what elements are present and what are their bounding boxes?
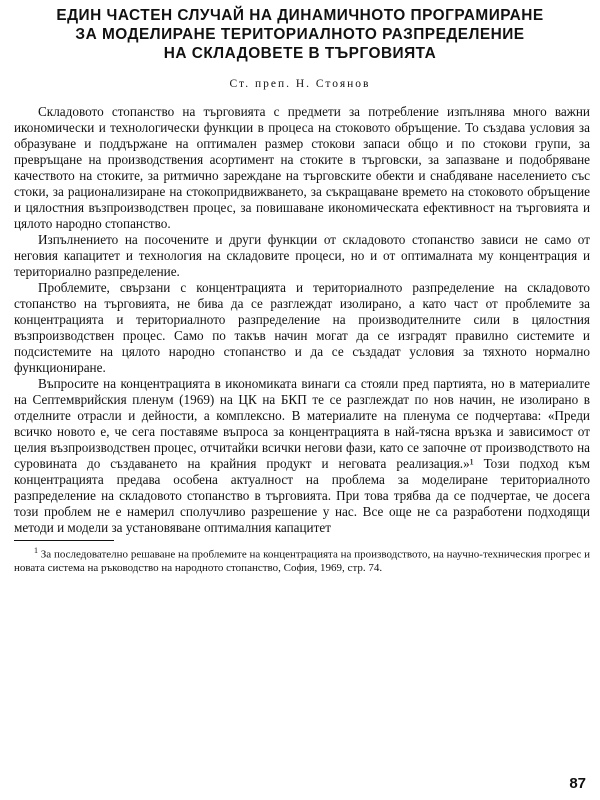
footnote-divider xyxy=(14,540,114,541)
article-title xyxy=(8,6,592,63)
footnote-marker: 1 xyxy=(34,546,38,555)
title-line: НА СКЛАДОВЕТЕ В ТЪРГОВИЯТА xyxy=(163,45,437,62)
body-paragraph: Изпълнението на посочените и други функции от складовото стопанство зависи не само от неговия капацитет и технология на складовите процеси, но и от оптималната му концентрация и териториално разпределение. xyxy=(14,232,590,279)
author-byline: Ст. преп. Н. Стоянов xyxy=(229,78,371,90)
footnote-text: За последователно решаване на проблемите на концентрацията на производството, на научно-техническия прогрес и новата система на ръководство на народното стопанство, София, 1969, стр. 74. xyxy=(14,548,591,574)
title-line: ЕДИН ЧАСТЕН СЛУЧАЙ НА ДИНАМИЧНОТО ПРОГРАМИРАНЕ xyxy=(56,7,544,24)
body-paragraph: Складовото стопанство на търговията с предмети за потребление изпълнява много важни икономически и технологически функции в процеса на стоковото обръщение. То създава условия за образуване и поддържане на оптимален размер стокови запаси общо и по стокови групи, за превръщане на производствения асортимент на стоките в търговски, за запазване и подобряване качеството на стоките, за ритмично зареждане на търговските обекти и снабдяване населението със стоки, за рационализиране на стокопридвижването, за съкращаване времето на стоковото обръщение и цялостния възпроизводствен процес, за повишаване икономическата ефективност на търговията и цялото народно стопанство. xyxy=(14,104,590,231)
page-number: 87 xyxy=(569,775,586,792)
title-line: ЗА МОДЕЛИРАНЕ ТЕРИТОРИАЛНОТО РАЗПРЕДЕЛЕНИЕ xyxy=(75,26,525,43)
footnote xyxy=(14,544,590,575)
body-paragraph: Въпросите на концентрацията в икономиката винаги са стояли пред партията, но в материалите на Септемврийския пленум (1969) на ЦК на БКП те се разглеждат по нов начин, не изолирано в отделните отрасли и дейности, а комплексно. В материалите на пленума се подчертава: «Преди всичко новото е, че сега поставяме въпроса за концентрацията в най-тясна връзка и зависимост от целия възпроизводствен процес, отчитайки всички негови фази, като се започне от производството на суровината до създаването на крайния продукт и неговата реализация.»¹ Този подход към концентрацията предава особена актуалност на проблема за моделиране териториалното разпределение на складовото стопанство в търговията. При това трябва да се подчертае, че досега този проблем не е намерил сполучливо разрешение у нас. Все още не са разработени подходящи методи и модели за установяване оптималния капацитет xyxy=(14,376,590,535)
body-paragraph: Проблемите, свързани с концентрацията и териториалното разпределение на складовото стопанство на търговията, не бива да се разглеждат изолирано, а като част от проблемите за концентрацията и териториалното разпределение на производителните сили в цялостния възпроизводствен процес. Само по такъв начин могат да се изградят правилно системите и подсистемите на цялото народно стопанство и да се създадат условия за тяхното нормално функциониране. xyxy=(14,280,590,375)
article-body xyxy=(14,104,590,536)
